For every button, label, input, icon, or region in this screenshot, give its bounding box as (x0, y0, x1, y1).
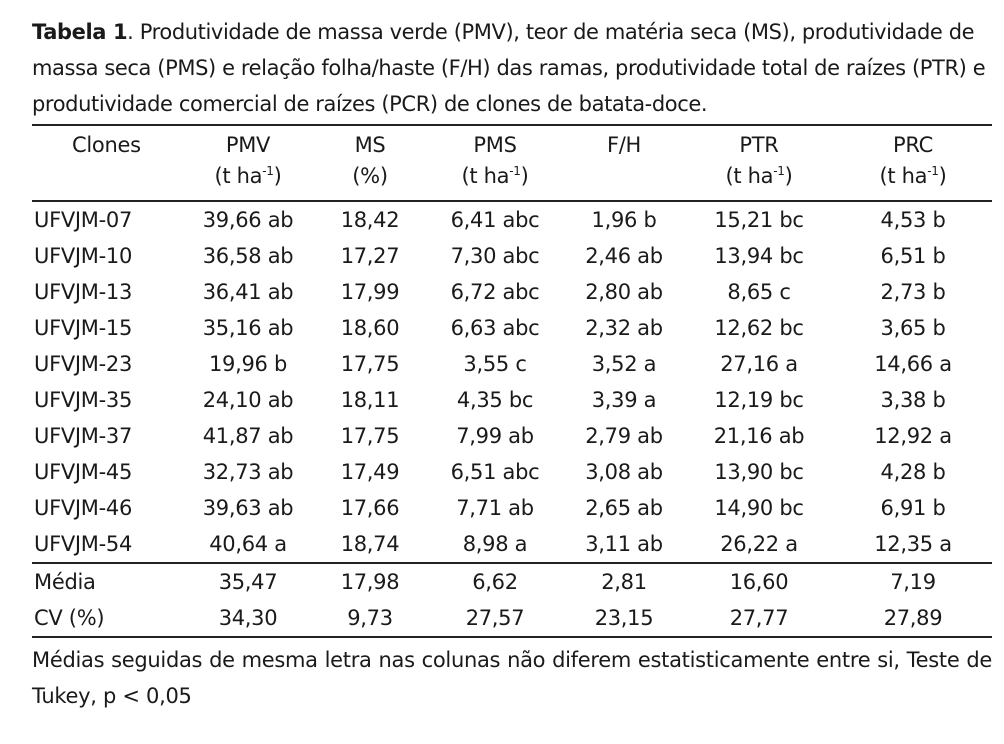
table-row (32, 382, 992, 418)
unit-superscript: -1 (509, 164, 521, 178)
row-label-cell: UFVJM-54 (34, 532, 133, 556)
unit-cell (314, 164, 426, 201)
table-cell: 6,51 abc (450, 460, 540, 484)
table-row (32, 418, 992, 454)
unit-text: (t ha (879, 164, 928, 188)
row-label-cell: UFVJM-13 (34, 280, 133, 304)
table-row (32, 274, 992, 310)
table-cell: 7,99 ab (456, 424, 534, 448)
table-cell: 2,79 ab (585, 424, 663, 448)
unit-text: (t ha (461, 164, 510, 188)
row-label-cell: UFVJM-07 (34, 208, 133, 232)
table-cell: 3,55 c (463, 352, 527, 376)
table-cell: 6,63 abc (450, 316, 540, 340)
table-cell: 3,11 ab (585, 532, 663, 556)
table-cell: 19,96 b (208, 352, 288, 376)
unit-close: ) (784, 164, 793, 188)
row-label-cell: CV (%) (32, 600, 182, 637)
table-cell: 6,41 abc (450, 208, 540, 232)
table-cell: 36,58 ab (202, 244, 294, 268)
unit-superscript: -1 (262, 164, 274, 178)
table-cell: 18,42 (340, 208, 400, 232)
table-cell: 17,75 (340, 424, 400, 448)
table-cell: 12,92 a (874, 424, 952, 448)
data-table (32, 124, 992, 638)
table-cell: 14,90 bc (714, 496, 804, 520)
table-cell: 36,41 ab (202, 280, 294, 304)
units-row (32, 164, 992, 201)
row-label-cell: UFVJM-10 (34, 244, 133, 268)
table-cell: 3,39 a (591, 388, 657, 412)
table-row (32, 310, 992, 346)
header-row (32, 125, 992, 164)
table-cell: 3,52 a (591, 352, 657, 376)
table-cell: 1,96 b (591, 208, 657, 232)
summary-row (32, 600, 992, 637)
table-cell: 7,71 ab (456, 496, 534, 520)
table-cell: 27,77 (684, 600, 834, 637)
table-cell: 2,80 ab (585, 280, 663, 304)
table-cell: 4,53 b (880, 208, 946, 232)
unit-close: ) (520, 164, 529, 188)
table-cell: 41,87 ab (202, 424, 294, 448)
table-cell: 9,73 (314, 600, 426, 637)
header-cell: PMS (426, 125, 564, 164)
unit-cell (32, 164, 182, 201)
table-cell: 35,16 ab (202, 316, 294, 340)
table-cell: 16,60 (684, 563, 834, 600)
table-cell: 15,21 bc (714, 208, 804, 232)
unit-cell (684, 164, 834, 201)
table-cell: 13,90 bc (714, 460, 804, 484)
table-cell: 7,30 abc (450, 244, 540, 268)
table-cell: 18,60 (340, 316, 400, 340)
unit-cell (426, 164, 564, 201)
table-cell: 17,98 (314, 563, 426, 600)
unit-text: (%) (352, 164, 388, 188)
summary-row (32, 563, 992, 600)
row-label-cell: UFVJM-35 (34, 388, 133, 412)
table-cell: 4,35 bc (456, 388, 534, 412)
table-cell: 35,47 (182, 563, 314, 600)
table-row (32, 201, 992, 238)
header-cell: F/H (564, 125, 684, 164)
table-caption-label: Tabela 1 (32, 20, 128, 44)
unit-superscript: -1 (927, 164, 939, 178)
table-cell: 3,65 b (880, 316, 946, 340)
header-cell: PTR (684, 125, 834, 164)
document (32, 14, 992, 714)
header-cell: PRC (834, 125, 992, 164)
table-row (32, 454, 992, 490)
table-cell: 2,46 ab (585, 244, 663, 268)
row-label-cell: UFVJM-23 (34, 352, 133, 376)
table-cell: 18,11 (340, 388, 400, 412)
table-cell: 17,49 (340, 460, 400, 484)
table-cell: 17,99 (340, 280, 400, 304)
table-row (32, 490, 992, 526)
table-cell: 34,30 (182, 600, 314, 637)
table-cell: 6,51 b (880, 244, 946, 268)
row-label-cell: UFVJM-37 (34, 424, 133, 448)
row-label-cell: UFVJM-46 (34, 496, 133, 520)
unit-cell (834, 164, 992, 201)
table-cell: 12,19 bc (714, 388, 804, 412)
table-body (32, 201, 992, 637)
unit-close: ) (938, 164, 947, 188)
table-cell: 3,38 b (880, 388, 946, 412)
row-label-cell: UFVJM-15 (34, 316, 133, 340)
table-cell: 6,72 abc (450, 280, 540, 304)
table-cell: 26,22 a (720, 532, 798, 556)
table-cell: 21,16 ab (713, 424, 805, 448)
table-cell: 24,10 ab (202, 388, 294, 412)
unit-text: (t ha (725, 164, 774, 188)
table-cell: 17,27 (340, 244, 400, 268)
table-footnote: Médias seguidas de mesma letra nas colunas não diferem estatisticamente entre si, Teste de Tukey, p < 0,05 (32, 648, 992, 708)
table-header (32, 125, 992, 201)
unit-cell (182, 164, 314, 201)
table-cell: 6,91 b (880, 496, 946, 520)
table-cell: 14,66 a (874, 352, 952, 376)
table-cell: 23,15 (564, 600, 684, 637)
table-cell: 27,57 (426, 600, 564, 637)
table-row (32, 346, 992, 382)
header-cell: PMV (182, 125, 314, 164)
table-cell: 18,74 (340, 532, 400, 556)
table-cell: 32,73 ab (202, 460, 294, 484)
unit-close: ) (273, 164, 282, 188)
table-cell: 17,66 (340, 496, 400, 520)
table-cell: 40,64 a (209, 532, 287, 556)
row-label-cell: UFVJM-45 (34, 460, 133, 484)
table-cell: 12,62 bc (714, 316, 804, 340)
table-cell: 3,08 ab (585, 460, 663, 484)
table-cell: 2,65 ab (585, 496, 663, 520)
table-cell: 12,35 a (874, 532, 952, 556)
header-cell: MS (314, 125, 426, 164)
unit-superscript: -1 (773, 164, 785, 178)
row-label-cell: Média (32, 563, 182, 600)
table-cell: 2,81 (564, 563, 684, 600)
table-cell: 7,19 (834, 563, 992, 600)
unit-cell (564, 164, 684, 201)
table-cell: 39,66 ab (202, 208, 294, 232)
table-caption-text: . Produtividade de massa verde (PMV), teor de matéria seca (MS), produtividade de massa seca (PMS) e relação folha/haste (F/H) das ramas, produtividade total de raízes (PTR) e produtividade comercial de raízes (PCR) de clones de batata-doce. (32, 20, 986, 116)
header-cell: Clones (32, 125, 182, 164)
table-cell: 8,98 a (462, 532, 528, 556)
table-row (32, 238, 992, 274)
unit-text: (t ha (214, 164, 263, 188)
table-cell: 27,89 (834, 600, 992, 637)
table-cell: 6,62 (426, 563, 564, 600)
table-cell: 4,28 b (880, 460, 946, 484)
table-cell: 27,16 a (720, 352, 798, 376)
table-cell: 17,75 (340, 352, 400, 376)
table-cell: 2,73 b (880, 280, 946, 304)
table-cell: 13,94 bc (714, 244, 804, 268)
table-caption (32, 14, 992, 122)
table-cell: 2,32 ab (585, 316, 663, 340)
table-cell: 8,65 c (727, 280, 791, 304)
table-cell: 39,63 ab (202, 496, 294, 520)
table-row (32, 526, 992, 563)
